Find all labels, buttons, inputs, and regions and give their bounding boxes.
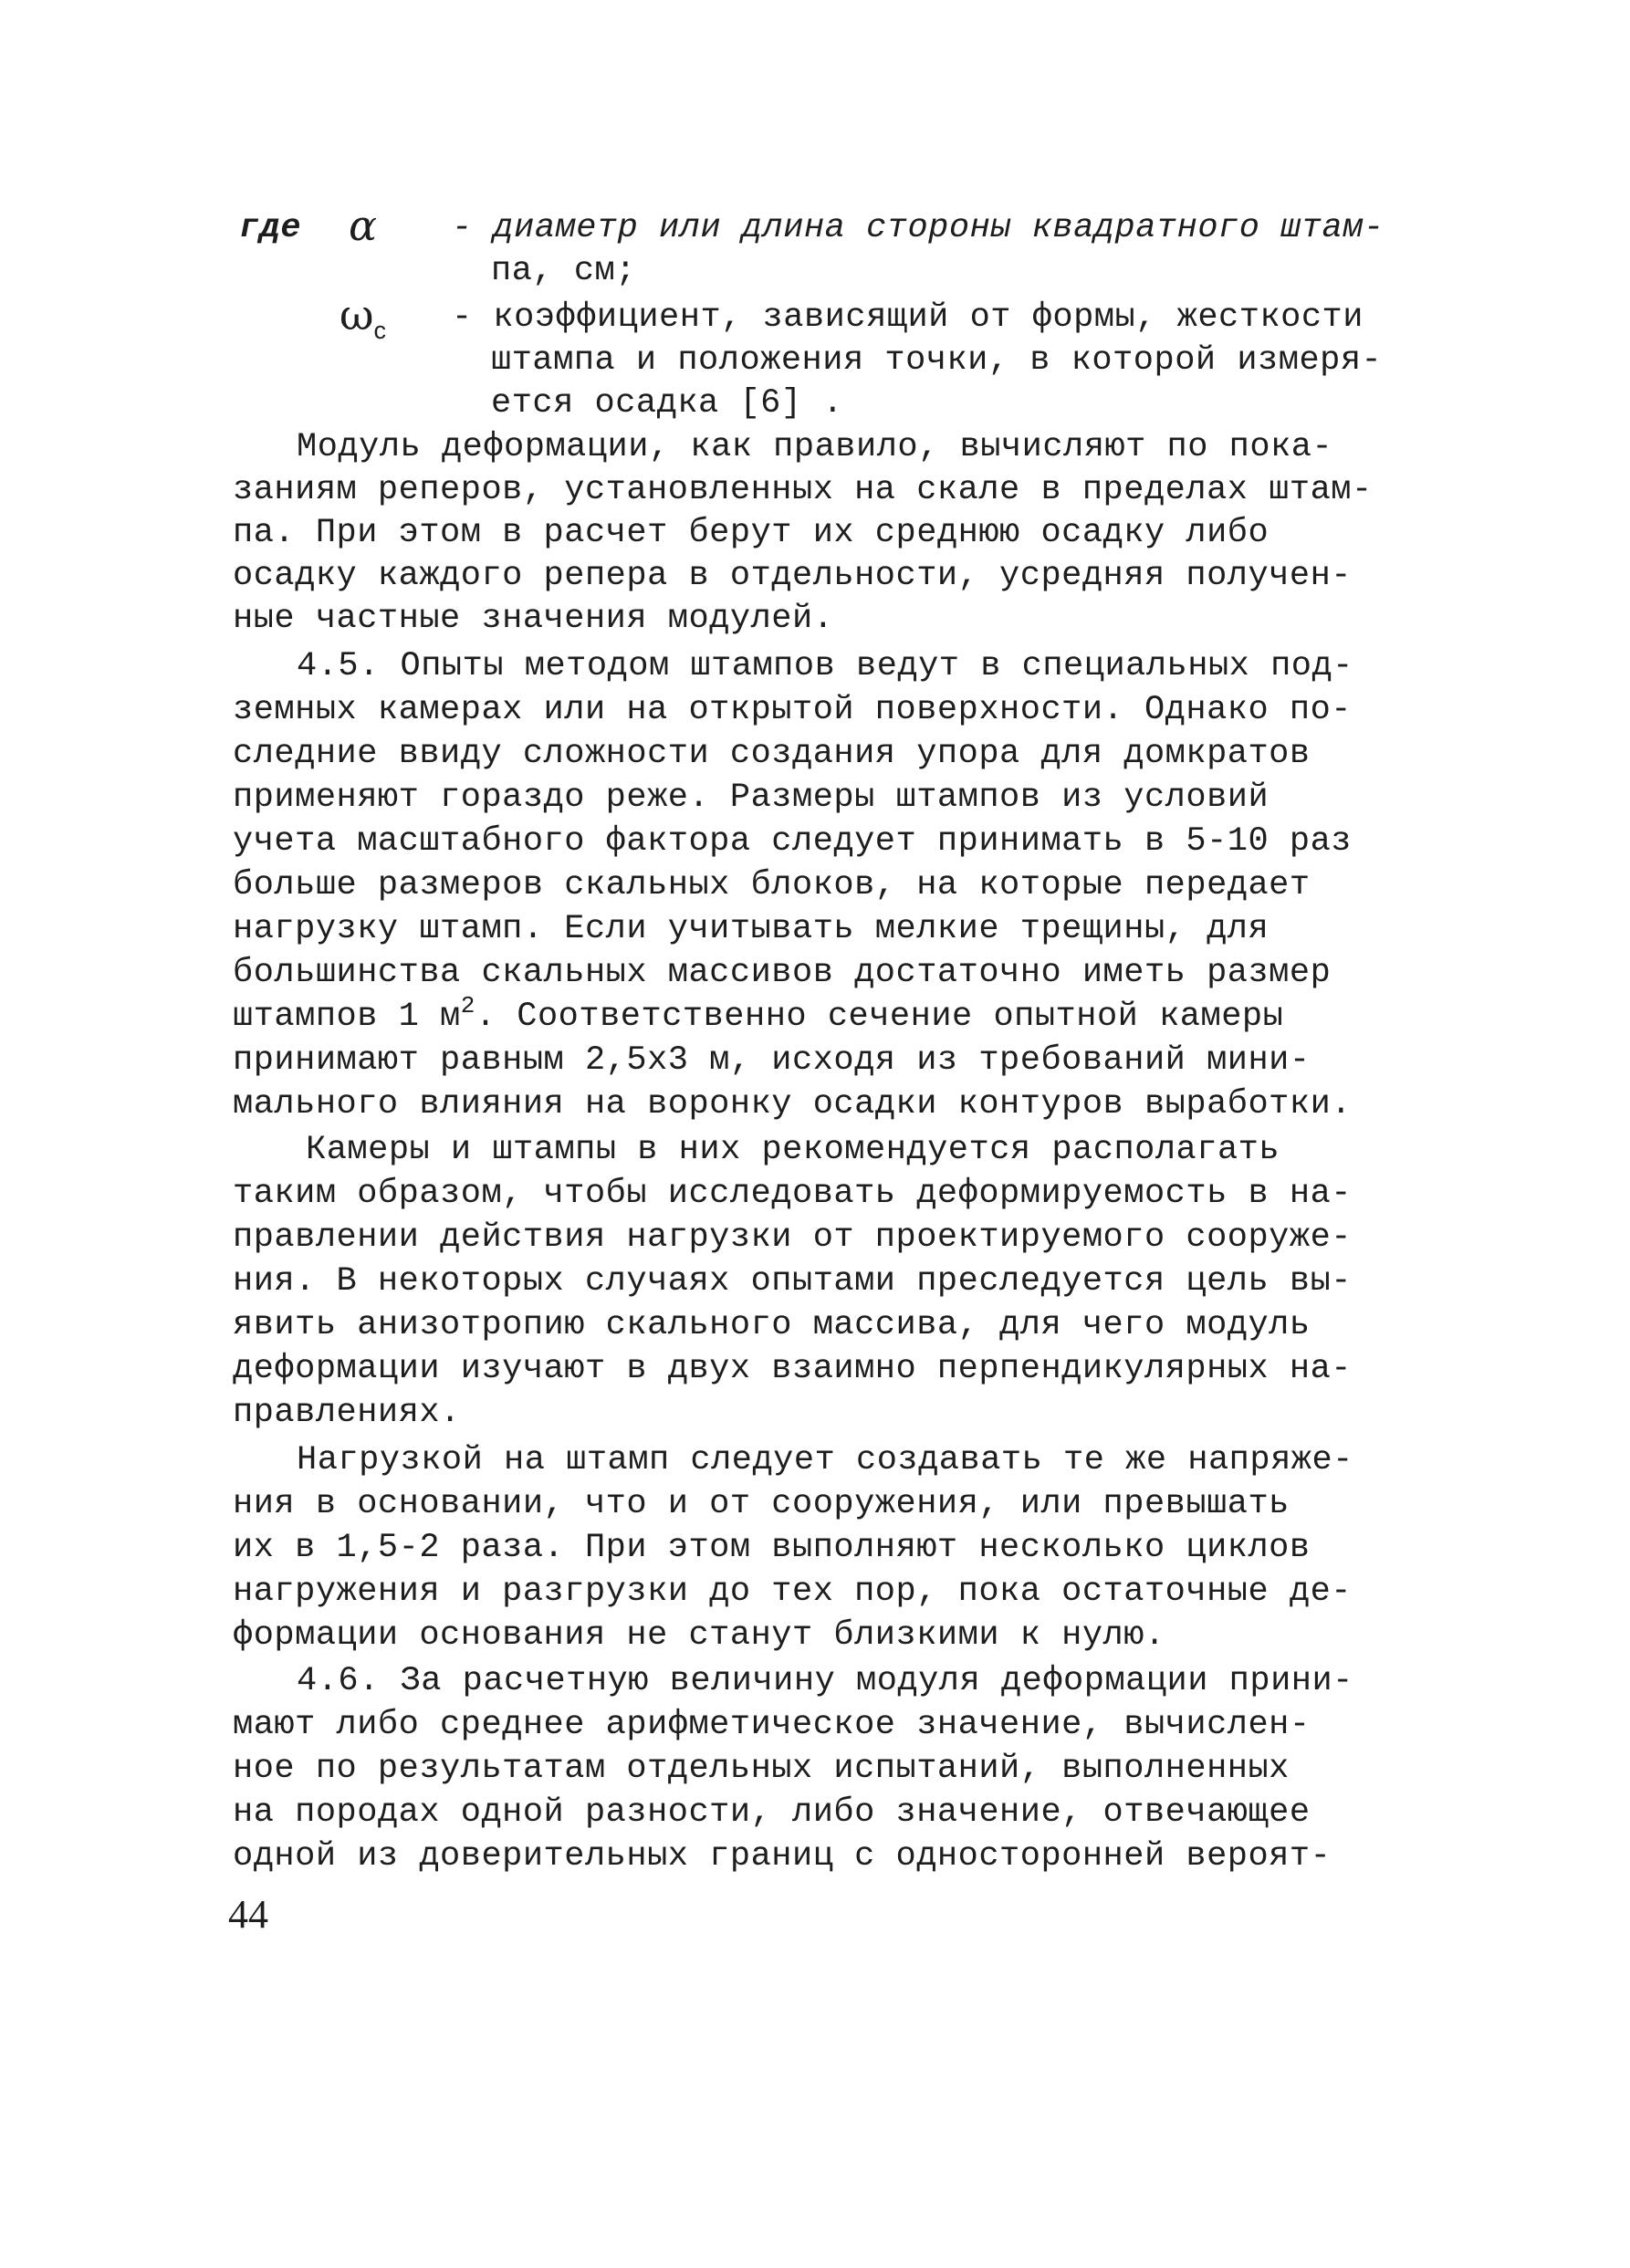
text-line: следние ввиду сложности создания упора для домкратов [233, 735, 1311, 773]
text-line: 4.6. За расчетную величину модуля деформации прини- [297, 1662, 1353, 1700]
text-line: заниям реперов, установленных на скале в пределах штам- [233, 471, 1373, 509]
text-line: применяют гораздо реже. Размеры штампов из условий [233, 779, 1270, 817]
omega-symbol [340, 290, 387, 344]
text-line: правлениях. [233, 1394, 461, 1432]
text-line: принимают равным 2,5х3 м, исходя из требований мини- [233, 1041, 1311, 1080]
omega-letter: ω [340, 290, 374, 340]
text-line: ния. В некоторых случаях опытами преследуется цель вы- [233, 1262, 1352, 1301]
text-line: учета масштабного фактора следует принимать в 5-10 раз [233, 822, 1352, 861]
text-line: ния в основании, что и от сооружения, или превышать [233, 1485, 1290, 1523]
text-line: на породах одной разности, либо значение, отвечающее [233, 1793, 1311, 1832]
text-line: мального влияния на воронку осадки контуров выработки. [233, 1085, 1352, 1124]
omega-subscript: c [373, 317, 387, 344]
definition-line: ется осадка [6] . [491, 384, 843, 423]
text-line: явить анизотропию скального массива, для чего модуль [233, 1306, 1311, 1344]
text-line: ные частные значения модулей. [233, 600, 834, 638]
page-number: 44 [228, 1892, 268, 1937]
text-line: ное по результатам отдельных испытаний, выполненных [233, 1750, 1290, 1788]
superscript: 2 [460, 992, 475, 1019]
text-line: земных камерах или на открытой поверхности. Однако по- [233, 691, 1352, 729]
text-line [233, 992, 1284, 1036]
definition-line: па, см; [491, 252, 636, 290]
definition-line: - коэффициент, зависящий от формы, жесткости [452, 298, 1364, 337]
text-line: большинства скальных массивов достаточно иметь размер [233, 954, 1332, 992]
text-run: штампов 1 м [233, 998, 461, 1036]
text-line: 4.5. Опыты методом штампов ведут в специальных под- [297, 647, 1353, 685]
text-line: деформации изучают в двух взаимно перпендикулярных на- [233, 1350, 1352, 1388]
text-line: одной из доверительных границ с односторонней вероят- [233, 1837, 1332, 1876]
text-line: Нагрузкой на штамп следует создавать те же напряже- [297, 1441, 1353, 1479]
definition-line: штампа и положения точки, в которой измеря- [491, 341, 1383, 380]
text-line: нагружения и разгрузки до тех пор, пока остаточные де- [233, 1573, 1352, 1611]
text-line: таким образом, чтобы исследовать деформируемость в на- [233, 1175, 1352, 1213]
text-line: их в 1,5-2 раза. При этом выполняют несколько циклов [233, 1529, 1311, 1567]
text-line: осадку каждого репера в отдельности, усредняя получен- [233, 557, 1352, 595]
text-run: . Соответственно сечение опытной камеры [475, 998, 1284, 1036]
text-line: Камеры и штампы в них рекомендуется располагать [306, 1131, 1280, 1169]
text-line: мают либо среднее арифметическое значение, вычислен- [233, 1706, 1311, 1744]
text-line: нагрузку штамп. Если учитывать мелкие трещины, для [233, 910, 1270, 948]
alpha-symbol: α [349, 201, 378, 250]
text-line: па. При этом в расчет берут их среднюю осадку либо [233, 514, 1270, 552]
text-line: больше размеров скальных блоков, на которые передает [233, 866, 1311, 904]
text-line: Модуль деформации, как правило, вычисляют по пока- [297, 428, 1333, 466]
text-line: правлении действия нагрузки от проектируемого сооруже- [233, 1218, 1352, 1257]
definition-line: - диаметр или длина стороны квадратного штам- [452, 209, 1384, 247]
text-line: формации основания не станут близкими к нулю. [233, 1616, 1165, 1655]
where-label: где [239, 209, 302, 247]
